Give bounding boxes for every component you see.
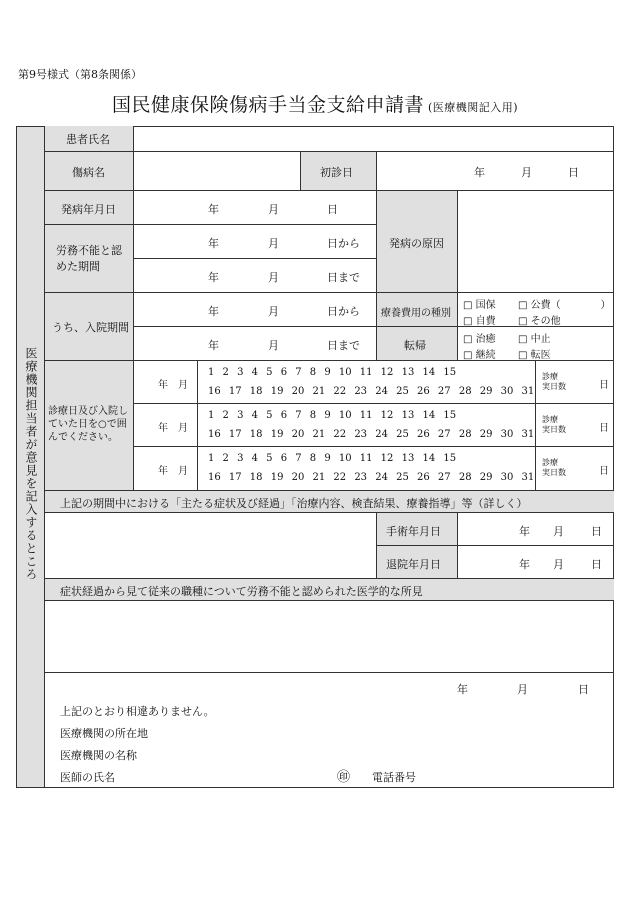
visit-count-label	[542, 372, 566, 392]
first-visit-month: 月	[521, 166, 532, 179]
label-phone: 電話番号	[372, 771, 416, 784]
surgery-day: 日	[591, 525, 602, 538]
incapacity-from-month: 月	[268, 237, 279, 250]
label-doctor-name: 医師の氏名	[60, 771, 115, 784]
inpatient-from-day: 日から	[327, 305, 360, 318]
discharge-day: 日	[591, 558, 602, 571]
label-discharge-date: 退院年月日	[386, 558, 441, 571]
grid-line	[45, 512, 614, 513]
outcome-option-ten-i[interactable]: □ 転医	[518, 350, 551, 361]
label-surgery-date: 手術年月日	[386, 525, 441, 538]
calendar-days-row2: 16 17 18 19 20 21 22 23 24 25 26 27 28 29 30 31	[208, 386, 535, 397]
calendar-month-label: 年 月	[158, 466, 188, 477]
visit-count-unit: 日	[599, 380, 609, 391]
label-patient-name: 患者氏名	[66, 133, 110, 146]
grid-line	[45, 151, 614, 152]
grid-line	[377, 545, 614, 546]
grid-line	[457, 190, 458, 360]
onset-year: 年	[208, 203, 219, 216]
outcome-option-chiyu[interactable]: □ 治癒	[463, 334, 496, 345]
visit-count-label-2: 実日数	[542, 382, 566, 391]
course-heading: 上記の期間中における「主たる症状及び経過」「治療内容、検査結果、療養指導」等（詳しく）	[60, 497, 528, 510]
label-inpatient-period: うち、入院期間	[52, 321, 129, 334]
opinion-heading: 症状経過から見て従来の職種について労務不能と認められた医学的な所見	[60, 585, 423, 598]
grid-line	[535, 360, 536, 490]
label-facility-address: 医療機関の所在地	[60, 727, 148, 740]
visit-count-label-1: 診療	[542, 415, 558, 424]
inpatient-from-year: 年	[208, 305, 219, 318]
grid-line	[376, 512, 377, 578]
grid-line	[45, 224, 377, 225]
incapacity-until-day: 日まで	[327, 271, 360, 284]
visit-count-label-2: 実日数	[542, 425, 566, 434]
discharge-year: 年	[519, 558, 530, 571]
cost-option-sonota[interactable]: □ その他	[518, 316, 561, 327]
label-disease-name: 傷病名	[72, 166, 105, 179]
visit-count-unit: 日	[599, 423, 609, 434]
surgery-month: 月	[553, 525, 564, 538]
onset-month: 月	[268, 203, 279, 216]
visit-count-label-1: 診療	[542, 372, 558, 381]
onset-day: 日	[327, 203, 338, 216]
certify-text: 上記のとおり相違ありません。	[60, 705, 215, 718]
first-visit-day: 日	[568, 166, 579, 179]
form-number: 第9号様式（第8条関係）	[18, 68, 142, 81]
discharge-month: 月	[553, 558, 564, 571]
inpatient-from-month: 月	[268, 305, 279, 318]
incapacity-from-day: 日から	[327, 237, 360, 250]
certify-month: 月	[517, 683, 528, 696]
grid-line	[133, 403, 614, 404]
visit-count-label	[542, 458, 566, 478]
cost-option-kohi[interactable]: □ 公費（ ）	[518, 300, 611, 311]
inpatient-until-year: 年	[208, 339, 219, 352]
grid-line	[300, 151, 301, 190]
grid-line	[133, 258, 377, 259]
grid-line	[133, 446, 614, 447]
label-facility-name: 医療機関の名称	[60, 749, 137, 762]
first-visit-year: 年	[474, 166, 485, 179]
visit-count-label-2: 実日数	[542, 468, 566, 477]
incapacity-from-year: 年	[208, 237, 219, 250]
grid-line	[45, 600, 614, 601]
label-outcome: 転帰	[404, 339, 426, 352]
calendar-days-row1: 1 2 3 4 5 6 7 8 9 10 11 12 13 14 15	[208, 453, 457, 464]
incapacity-until-month: 月	[268, 271, 279, 284]
form-title-sub: (医療機関記入用)	[427, 101, 519, 114]
outcome-option-keizoku[interactable]: □ 継続	[463, 350, 496, 361]
side-panel	[17, 127, 45, 787]
outcome-option-chushi[interactable]: □ 中止	[518, 334, 551, 345]
side-label: 医療機関担当者が意見を記入するところ	[24, 347, 38, 581]
grid-line	[45, 190, 614, 191]
label-cause: 発病の原因	[389, 237, 444, 250]
seal-mark: ㊞	[337, 770, 351, 785]
form-title	[0, 90, 630, 117]
label-incapacity-period: 労務不能と認めた期間	[56, 244, 122, 273]
grid-line	[45, 672, 614, 673]
label-cost-type: 療養費用の種別	[381, 308, 451, 319]
incapacity-until-year: 年	[208, 271, 219, 284]
form-title-main: 国民健康保険傷病手当金支給申請書	[111, 94, 424, 116]
calendar-days-row1: 1 2 3 4 5 6 7 8 9 10 11 12 13 14 15	[208, 367, 457, 378]
cost-option-jihi[interactable]: □ 自費	[463, 316, 496, 327]
label-onset-date: 発病年月日	[61, 203, 116, 216]
grid-line	[457, 512, 458, 578]
calendar-days-row2: 16 17 18 19 20 21 22 23 24 25 26 27 28 29 30 31	[208, 429, 535, 440]
calendar-days-row1: 1 2 3 4 5 6 7 8 9 10 11 12 13 14 15	[208, 410, 457, 421]
inpatient-until-month: 月	[268, 339, 279, 352]
label-first-visit: 初診日	[320, 166, 353, 179]
grid-line	[45, 490, 614, 491]
calendar-month-label: 年 月	[158, 423, 188, 434]
inpatient-until-day: 日まで	[327, 339, 360, 352]
label-visit-days: 診療日及び入院していた日を○で囲んでください。	[48, 406, 128, 443]
grid-line	[45, 578, 614, 579]
certify-year: 年	[457, 683, 468, 696]
cost-option-kokuho[interactable]: □ 国保	[463, 300, 496, 311]
grid-line	[45, 292, 614, 293]
surgery-year: 年	[519, 525, 530, 538]
grid-line	[197, 360, 198, 490]
certify-day: 日	[578, 683, 589, 696]
calendar-month-label: 年 月	[158, 380, 188, 391]
visit-count-label	[542, 415, 566, 435]
calendar-days-row2: 16 17 18 19 20 21 22 23 24 25 26 27 28 29 30 31	[208, 472, 535, 483]
visit-count-label-1: 診療	[542, 458, 558, 467]
visit-count-unit: 日	[599, 466, 609, 477]
grid-line	[376, 151, 377, 360]
